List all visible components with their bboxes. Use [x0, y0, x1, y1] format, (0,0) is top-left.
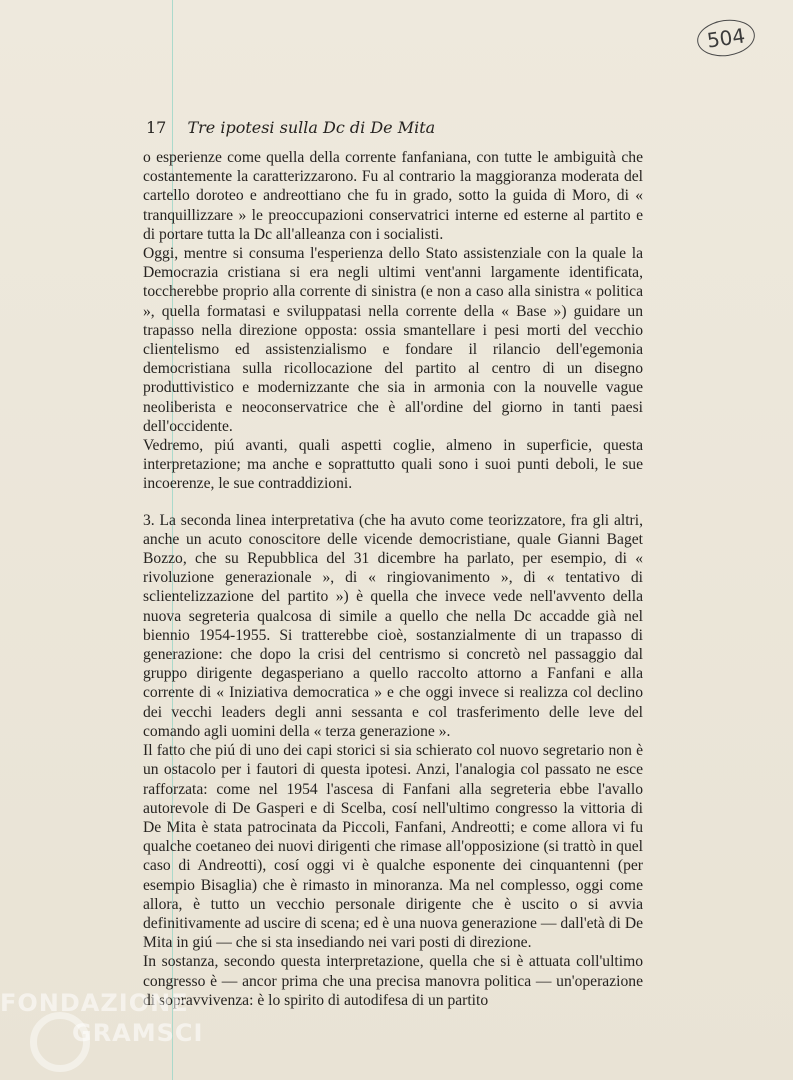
paragraph: Il fatto che piú di uno dei capi storici si sia schierato col nuovo segretario non è un ostacolo per i fautori di questa ipotesi. Anzi, l'analogia col passato ne esce rafforzata: come nel 1954 l'ascesa di Fanfani alla segreteria ebbe l'avallo autorevole di De Gasperi e di Scelba, cosí nell'ultimo congresso la vittoria di De Mita è stata patrocinata da Piccoli, Fanfani, Andreotti; e come allora vi fu qualche coetaneo dei nuovi dirigenti che rimase all'opposizione (si trattò in quel caso di Andreotti), cosí oggi vi è qualche esponente dei cinquantenni (per esempio Bisaglia) che è rimasto in minoranza. Ma nel complesso, oggi come allora, è tutto un vecchio personale dirigente che è uscito o si avvia definitivamente ad uscire di scena; ed è una nuova generazione — dall'età di De Mita in giú — che si sta insediando nei vari posti di direzione. — [143, 742, 643, 952]
paragraph: o esperienze come quella della corrente fanfaniana, con tutte le ambiguità che costantemente la caratterizzarono. Fu al contrario la maggioranza moderata del cartello doroteo e andreottiano che fu in grado, sotto la guida di Moro, di « tranquillizzare » le preoccupazioni conservatrici interne ed esterne al partito e di portare tutta la Dc all'alleanza con i socialisti. — [143, 149, 643, 243]
running-title: Tre ipotesi sulla Dc di De Mita — [187, 118, 436, 137]
watermark-logo-icon — [30, 1012, 90, 1072]
paragraph-section-3: 3. La seconda linea interpretativa (che ha avuto come teorizzatore, fra gli altri, anche un acuto conoscitore delle vicende democristiane, quale Gianni Baget Bozzo, che su Repubblica del 31 dicembre ha parlato, per esempio, di « rivoluzione generazionale », di « ringiovanimento », di « tentativo di sclientelizzazione del partito ») è quella che invece vede nell'avvento della nuova segreteria qualcosa di simile a quello che nella Dc accadde già nel biennio 1954-1955. Si tratterebbe cioè, sostanzialmente di un trapasso di generazione: che dopo la crisi del centrismo si concretò nel passaggio dal gruppo dirigente degasperiano a quello raccolto attorno a Fanfani e alla corrente di « Iniziativa democratica » e che oggi invece si realizza col declino dei vecchi leaders degli anni sessanta e col trasferimento delle leve del comando agli uomini della « terza generazione ». — [143, 511, 643, 740]
page-header — [146, 118, 435, 137]
paragraph: Vedremo, piú avanti, quali aspetti coglie, almeno in superficie, questa interpretazione; ma anche e soprattutto quali sono i suoi punti deboli, le sue incoerenze, le sue contraddizioni. — [143, 437, 643, 493]
watermark-line-1: FONDAZIONE — [0, 989, 189, 1017]
paragraph: In sostanza, secondo questa interpretazione, quella che si è attuata coll'ultimo congresso è — ancor prima che una precisa manovra politica — un'operazione di sopravvivenza: è lo spirito di autodifesa di un partito — [143, 953, 643, 1009]
paragraph: Oggi, mentre si consuma l'esperienza dello Stato assistenziale con la quale la Democrazia cristiana si era negli ultimi vent'anni largamente identificata, toccherebbe proprio alla corrente di sinistra (e non a caso alla sinistra « politica », quella formatasi e sviluppatasi nella corrente della « Base ») guidare un trapasso nella direzione opposta: ossia smantellare i pesi morti del vecchio clientelismo ed assistenzialismo e fondare il rilancio dell'egemonia democristiana sulla ricollocazione del partito al centro di un disegno produttivistico e modernizzante che sia in armonia con la nouvelle vague neoliberista e neoconservatrice che è all'ordine del giorno in tanti paesi dell'occidente. — [143, 245, 643, 435]
page-number: 17 — [146, 118, 167, 137]
foundation-watermark — [0, 988, 204, 1048]
stamp-number: 504 — [705, 23, 747, 53]
watermark-line-2: GRAMSCI — [72, 1019, 204, 1047]
body-text — [143, 148, 643, 1010]
